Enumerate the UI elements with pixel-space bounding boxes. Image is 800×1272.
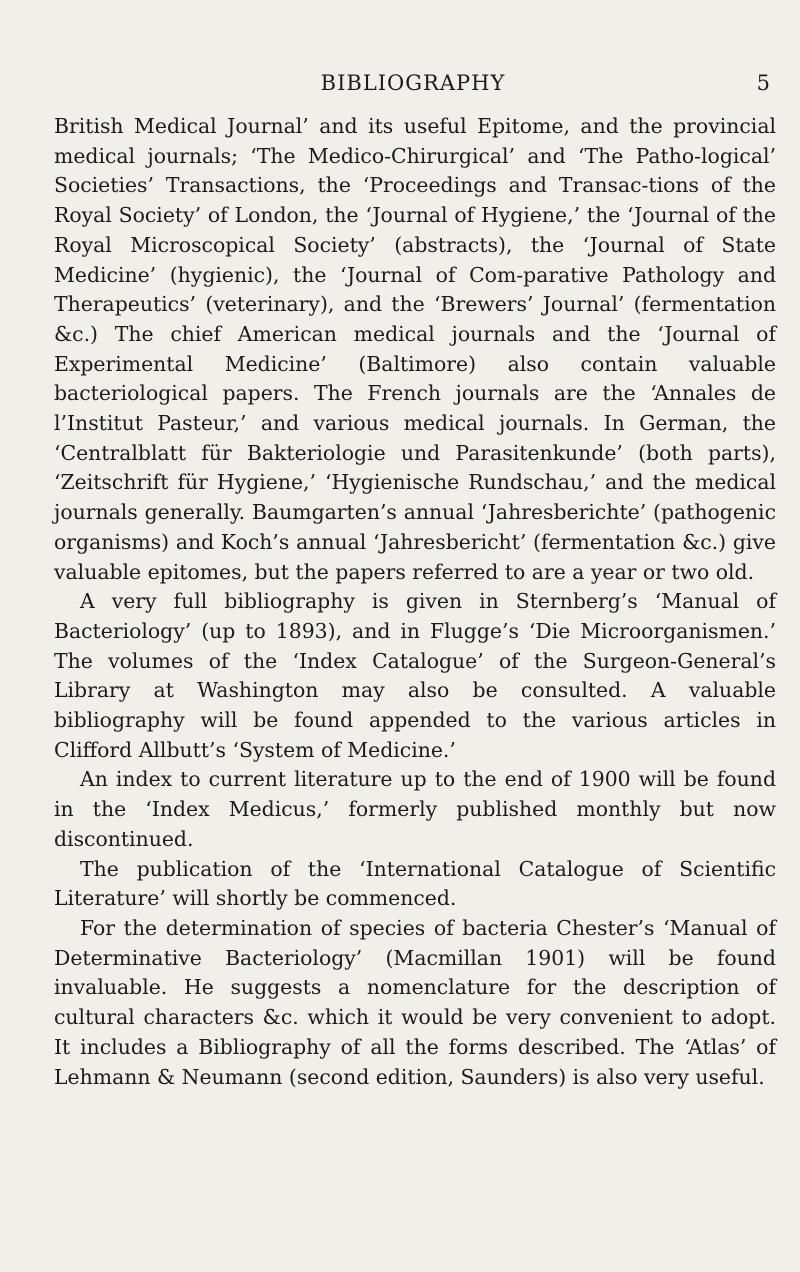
- running-title: BIBLIOGRAPHY: [320, 71, 506, 95]
- paragraph-determination-of-species: For the determination of species of bacteria Chester’s ‘Manual of Determinative Bacteriology’ (Macmillan 1901) will be found invaluable. He suggests a nomenclature for the description of cultural characters &c. which it would be very convenient to adopt. It includes a Bibliography of all the forms described. The ‘Atlas’ of Lehmann & Neumann (second edition, Saunders) is also very useful.: [54, 915, 776, 1089]
- paragraph-bibliography-sources: A very full bibliography is given in Sternberg’s ‘Manual of Bacteriology’ (up to 1893), and in Flugge’s ‘Die Microorganismen.’ The volumes of the ‘Index Catalogue’ of the Surgeon-General’s Library at Washington may also be consulted. A valuable bibliography will be found appended to the various articles in Clifford Allbutt’s ‘System of Medicine.’: [54, 589, 776, 762]
- paragraph-continued-journals: British Medical Journal’ and its useful Epitome, and the provincial medical journals; ‘The Medico-Chirurgical’ and ‘The Patho-logical’ Societies’ Transactions, the ‘Proceedings and Transac-tions of the Royal Society’ of London, the ‘Journal of Hygiene,’ the ‘Journal of the Royal Microscopical Society’ (abstracts), the ‘Journal of State Medicine’ (hygienic), the ‘Journal of Com-parative Pathology and Therapeutics’ (veterinary), and the ‘Brewers’ Journal’ (fermentation &c.) The chief American medical journals and the ‘Journal of Experimental Medicine’ (Baltimore) also contain valuable bacteriological papers. The French journals are the ‘Annales de l’Institut Pasteur,’ and various medical journals. In German, the ‘Centralblatt für Bakteriologie und Parasitenkunde’ (both parts), ‘Zeitschrift für Hygiene,’ ‘Hygienische Rundschau,’ and the medical journals generally. Baumgarten’s annual ‘Jahresberichte’ (pathogenic organisms) and Koch’s annual ‘Jahresbericht’ (fermentation &c.) give valuable epitomes, but the papers referred to are a year or two old.: [54, 114, 776, 584]
- running-head: [56, 68, 770, 98]
- paragraph-index-medicus: An index to current literature up to the end of 1900 will be found in the ‘Index Medicus,’ formerly published monthly but now discontinued.: [54, 767, 776, 851]
- body-text: [54, 112, 776, 1092]
- page-number: 5: [756, 71, 770, 95]
- paragraph-international-catalogue: The publication of the ‘International Catalogue of Scientific Literature’ will shortly be commenced.: [54, 856, 776, 911]
